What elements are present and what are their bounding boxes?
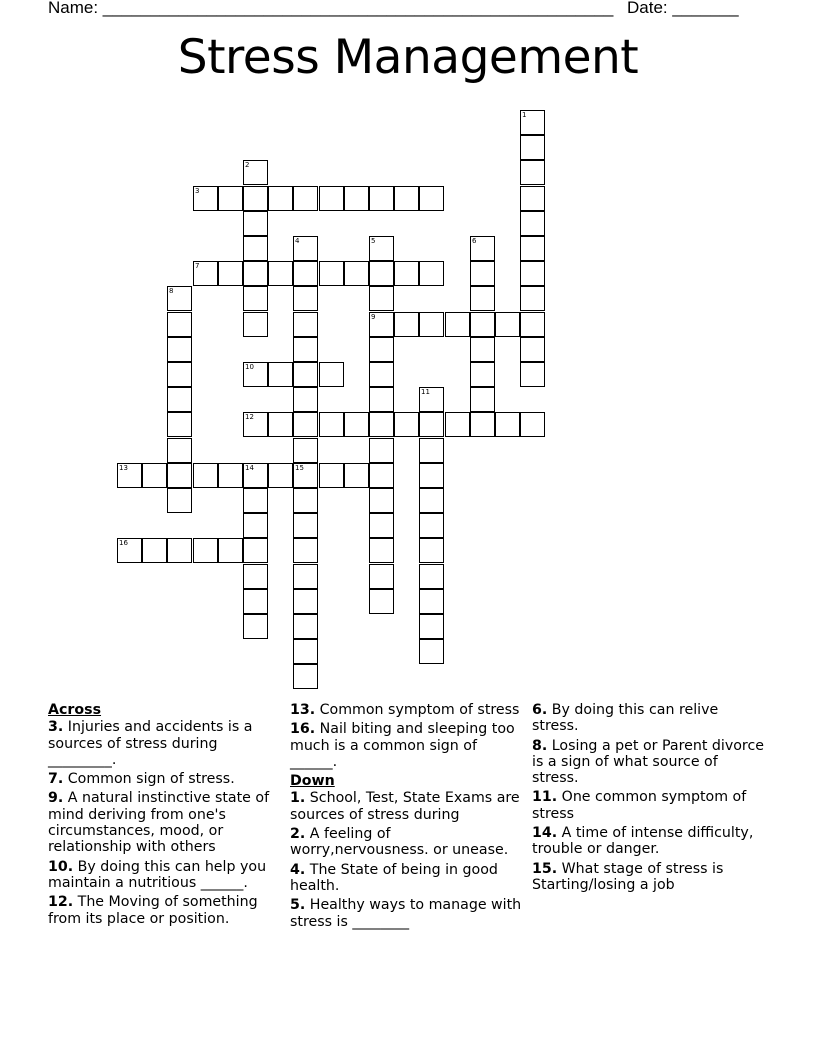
grid-cell[interactable] bbox=[293, 589, 318, 614]
grid-cell[interactable] bbox=[394, 412, 419, 437]
grid-cell[interactable] bbox=[344, 412, 369, 437]
grid-cell[interactable] bbox=[369, 513, 394, 538]
clue-number: 12 bbox=[245, 413, 254, 421]
grid-cell[interactable] bbox=[268, 261, 293, 286]
grid-cell[interactable] bbox=[167, 312, 192, 337]
grid-cell[interactable] bbox=[319, 412, 344, 437]
grid-cell[interactable] bbox=[268, 186, 293, 211]
clue-down-1: 1. School, Test, State Exams are sources of stress during bbox=[290, 790, 520, 823]
grid-cell[interactable] bbox=[419, 186, 444, 211]
grid-cell[interactable] bbox=[520, 286, 545, 311]
grid-cell[interactable] bbox=[218, 261, 243, 286]
grid-cell[interactable] bbox=[243, 211, 268, 236]
clue-down-2: 2. A feeling of worry,nervousness. or unease. bbox=[290, 826, 509, 859]
grid-cell[interactable] bbox=[293, 538, 318, 563]
clue-number: 2 bbox=[245, 161, 250, 169]
clue-down-14: 14. A time of intense difficulty, trouble or danger. bbox=[532, 825, 754, 858]
grid-cell[interactable] bbox=[369, 463, 394, 488]
clue-number: 15 bbox=[295, 464, 304, 472]
grid-cell[interactable] bbox=[293, 186, 318, 211]
grid-cell[interactable] bbox=[419, 312, 444, 337]
grid-cell[interactable] bbox=[369, 387, 394, 412]
grid-cell[interactable] bbox=[369, 312, 394, 337]
clue-down-5: 5. Healthy ways to manage with stress is ________ bbox=[290, 897, 522, 930]
date-field-label[interactable]: Date: _______ bbox=[627, 0, 739, 17]
clue-column-1 bbox=[48, 702, 280, 930]
grid-cell[interactable] bbox=[495, 312, 520, 337]
clue-down-8: 8. Losing a pet or Parent divorce is a sign of what source of stress. bbox=[532, 737, 764, 787]
grid-cell[interactable] bbox=[369, 538, 394, 563]
grid-cell[interactable] bbox=[495, 412, 520, 437]
grid-cell[interactable] bbox=[419, 261, 444, 286]
clue-across-16: 16. Nail biting and sleeping too much is a common sign of ______. bbox=[290, 721, 515, 770]
clue-number: 1 bbox=[522, 111, 527, 119]
grid-cell[interactable] bbox=[293, 664, 318, 689]
grid-cell[interactable] bbox=[369, 261, 394, 286]
grid-cell[interactable] bbox=[293, 488, 318, 513]
grid-cell[interactable] bbox=[369, 488, 394, 513]
page-title: Stress Management bbox=[177, 30, 639, 85]
grid-cell[interactable] bbox=[293, 513, 318, 538]
grid-cell[interactable] bbox=[470, 337, 495, 362]
grid-cell[interactable] bbox=[419, 438, 444, 463]
across-heading: Across bbox=[48, 702, 102, 718]
grid-cell[interactable] bbox=[193, 261, 218, 286]
clue-number: 6 bbox=[472, 237, 477, 245]
grid-cell[interactable] bbox=[470, 261, 495, 286]
grid-cell[interactable] bbox=[520, 412, 545, 437]
grid-cell[interactable] bbox=[419, 564, 444, 589]
clue-number: 13 bbox=[119, 464, 128, 472]
grid-cell[interactable] bbox=[470, 312, 495, 337]
grid-cell[interactable] bbox=[167, 387, 192, 412]
grid-cell[interactable] bbox=[344, 261, 369, 286]
grid-cell[interactable] bbox=[419, 589, 444, 614]
grid-cell[interactable] bbox=[243, 236, 268, 261]
grid-cell[interactable] bbox=[369, 564, 394, 589]
clue-number: 4 bbox=[295, 237, 300, 245]
grid-cell[interactable] bbox=[142, 463, 167, 488]
grid-cell[interactable] bbox=[520, 236, 545, 261]
grid-cell[interactable] bbox=[293, 261, 318, 286]
grid-cell[interactable] bbox=[394, 261, 419, 286]
clue-column-2 bbox=[290, 702, 522, 933]
grid-cell[interactable] bbox=[419, 412, 444, 437]
grid-cell[interactable] bbox=[369, 236, 394, 261]
grid-cell[interactable] bbox=[193, 538, 218, 563]
grid-cell[interactable] bbox=[218, 538, 243, 563]
grid-cell[interactable] bbox=[193, 463, 218, 488]
grid-cell[interactable] bbox=[470, 387, 495, 412]
grid-cell[interactable] bbox=[293, 438, 318, 463]
grid-cell[interactable] bbox=[167, 488, 192, 513]
grid-cell[interactable] bbox=[268, 412, 293, 437]
grid-cell[interactable] bbox=[419, 538, 444, 563]
grid-cell[interactable] bbox=[243, 538, 268, 563]
grid-cell[interactable] bbox=[470, 236, 495, 261]
grid-cell[interactable] bbox=[369, 412, 394, 437]
grid-cell[interactable] bbox=[243, 261, 268, 286]
grid-cell[interactable] bbox=[369, 362, 394, 387]
grid-cell[interactable] bbox=[293, 337, 318, 362]
clue-number: 5 bbox=[371, 237, 376, 245]
grid-cell[interactable] bbox=[319, 362, 344, 387]
grid-cell[interactable] bbox=[293, 639, 318, 664]
grid-cell[interactable] bbox=[369, 286, 394, 311]
grid-cell[interactable] bbox=[268, 463, 293, 488]
clue-number: 16 bbox=[119, 539, 128, 547]
clue-across-10: 10. By doing this can help you maintain a nutritious ______. bbox=[48, 858, 267, 891]
grid-cell[interactable] bbox=[319, 463, 344, 488]
grid-cell[interactable] bbox=[268, 362, 293, 387]
grid-cell[interactable] bbox=[117, 538, 142, 563]
grid-cell[interactable] bbox=[293, 312, 318, 337]
grid-cell[interactable] bbox=[293, 564, 318, 589]
grid-cell[interactable] bbox=[167, 438, 192, 463]
grid-cell[interactable] bbox=[419, 387, 444, 412]
grid-cell[interactable] bbox=[167, 538, 192, 563]
clue-down-11: 11. One common symptom of stress bbox=[532, 789, 747, 822]
grid-cell[interactable] bbox=[394, 186, 419, 211]
grid-cell[interactable] bbox=[419, 639, 444, 664]
grid-cell[interactable] bbox=[419, 488, 444, 513]
grid-cell[interactable] bbox=[243, 312, 268, 337]
clue-number: 10 bbox=[245, 363, 254, 371]
clue-across-12: 12. The Moving of something from its place or position. bbox=[48, 894, 258, 927]
grid-cell[interactable] bbox=[369, 337, 394, 362]
clue-number: 3 bbox=[195, 187, 200, 195]
grid-cell[interactable] bbox=[520, 160, 545, 185]
clue-number: 7 bbox=[195, 262, 200, 270]
grid-cell[interactable] bbox=[243, 564, 268, 589]
grid-cell[interactable] bbox=[369, 186, 394, 211]
grid-cell[interactable] bbox=[520, 362, 545, 387]
grid-cell[interactable] bbox=[293, 463, 318, 488]
grid-cell[interactable] bbox=[243, 412, 268, 437]
grid-cell[interactable] bbox=[344, 463, 369, 488]
grid-cell[interactable] bbox=[293, 387, 318, 412]
name-field-label[interactable]: Name: ______________________________________________________ bbox=[48, 0, 614, 17]
grid-cell[interactable] bbox=[167, 362, 192, 387]
clue-column-3 bbox=[532, 702, 764, 896]
clue-number: 11 bbox=[421, 388, 430, 396]
grid-cell[interactable] bbox=[293, 412, 318, 437]
grid-cell[interactable] bbox=[470, 286, 495, 311]
grid-cell[interactable] bbox=[520, 337, 545, 362]
clue-across-13: 13. Common symptom of stress bbox=[290, 702, 520, 718]
grid-cell[interactable] bbox=[470, 362, 495, 387]
grid-cell[interactable] bbox=[243, 362, 268, 387]
grid-cell[interactable] bbox=[419, 513, 444, 538]
grid-cell[interactable] bbox=[344, 186, 369, 211]
clue-number: 8 bbox=[169, 287, 174, 295]
grid-cell[interactable] bbox=[319, 261, 344, 286]
grid-cell[interactable] bbox=[142, 538, 167, 563]
grid-cell[interactable] bbox=[193, 186, 218, 211]
grid-cell[interactable] bbox=[520, 261, 545, 286]
grid-cell[interactable] bbox=[243, 286, 268, 311]
grid-cell[interactable] bbox=[243, 186, 268, 211]
grid-cell[interactable] bbox=[167, 286, 192, 311]
clue-across-3: 3. Injuries and accidents is a sources of stress during _________. bbox=[48, 719, 253, 768]
grid-cell[interactable] bbox=[369, 589, 394, 614]
grid-cell[interactable] bbox=[293, 286, 318, 311]
grid-cell[interactable] bbox=[243, 589, 268, 614]
grid-cell[interactable] bbox=[520, 110, 545, 135]
grid-cell[interactable] bbox=[520, 211, 545, 236]
grid-cell[interactable] bbox=[470, 412, 495, 437]
grid-cell[interactable] bbox=[167, 337, 192, 362]
grid-cell[interactable] bbox=[419, 463, 444, 488]
grid-cell[interactable] bbox=[445, 412, 470, 437]
grid-cell[interactable] bbox=[117, 463, 142, 488]
grid-cell[interactable] bbox=[520, 135, 545, 160]
clue-down-4: 4. The State of being in good health. bbox=[290, 861, 498, 894]
down-heading: Down bbox=[290, 773, 335, 790]
clue-down-6: 6. By doing this can relive stress. bbox=[532, 702, 719, 735]
grid-cell[interactable] bbox=[293, 614, 318, 639]
grid-cell[interactable] bbox=[167, 463, 192, 488]
clue-number: 14 bbox=[245, 464, 254, 472]
grid-cell[interactable] bbox=[293, 362, 318, 387]
grid-cell[interactable] bbox=[520, 312, 545, 337]
grid-cell[interactable] bbox=[419, 614, 444, 639]
grid-cell[interactable] bbox=[243, 614, 268, 639]
clue-down-15: 15. What stage of stress is Starting/losing a job bbox=[532, 860, 724, 893]
grid-cell[interactable] bbox=[445, 312, 470, 337]
grid-cell[interactable] bbox=[167, 412, 192, 437]
grid-cell[interactable] bbox=[218, 186, 243, 211]
grid-cell[interactable] bbox=[369, 438, 394, 463]
grid-cell[interactable] bbox=[394, 312, 419, 337]
clue-across-9: 9. A natural instinctive state of mind deriving from one's circumstances, mood, or relationship with others bbox=[48, 790, 270, 856]
grid-cell[interactable] bbox=[293, 236, 318, 261]
grid-cell[interactable] bbox=[520, 186, 545, 211]
grid-cell[interactable] bbox=[243, 513, 268, 538]
grid-cell[interactable] bbox=[218, 463, 243, 488]
grid-cell[interactable] bbox=[243, 160, 268, 185]
grid-cell[interactable] bbox=[243, 463, 268, 488]
grid-cell[interactable] bbox=[243, 488, 268, 513]
clue-across-7: 7. Common sign of stress. bbox=[48, 771, 235, 788]
clue-number: 9 bbox=[371, 313, 376, 321]
grid-cell[interactable] bbox=[319, 186, 344, 211]
